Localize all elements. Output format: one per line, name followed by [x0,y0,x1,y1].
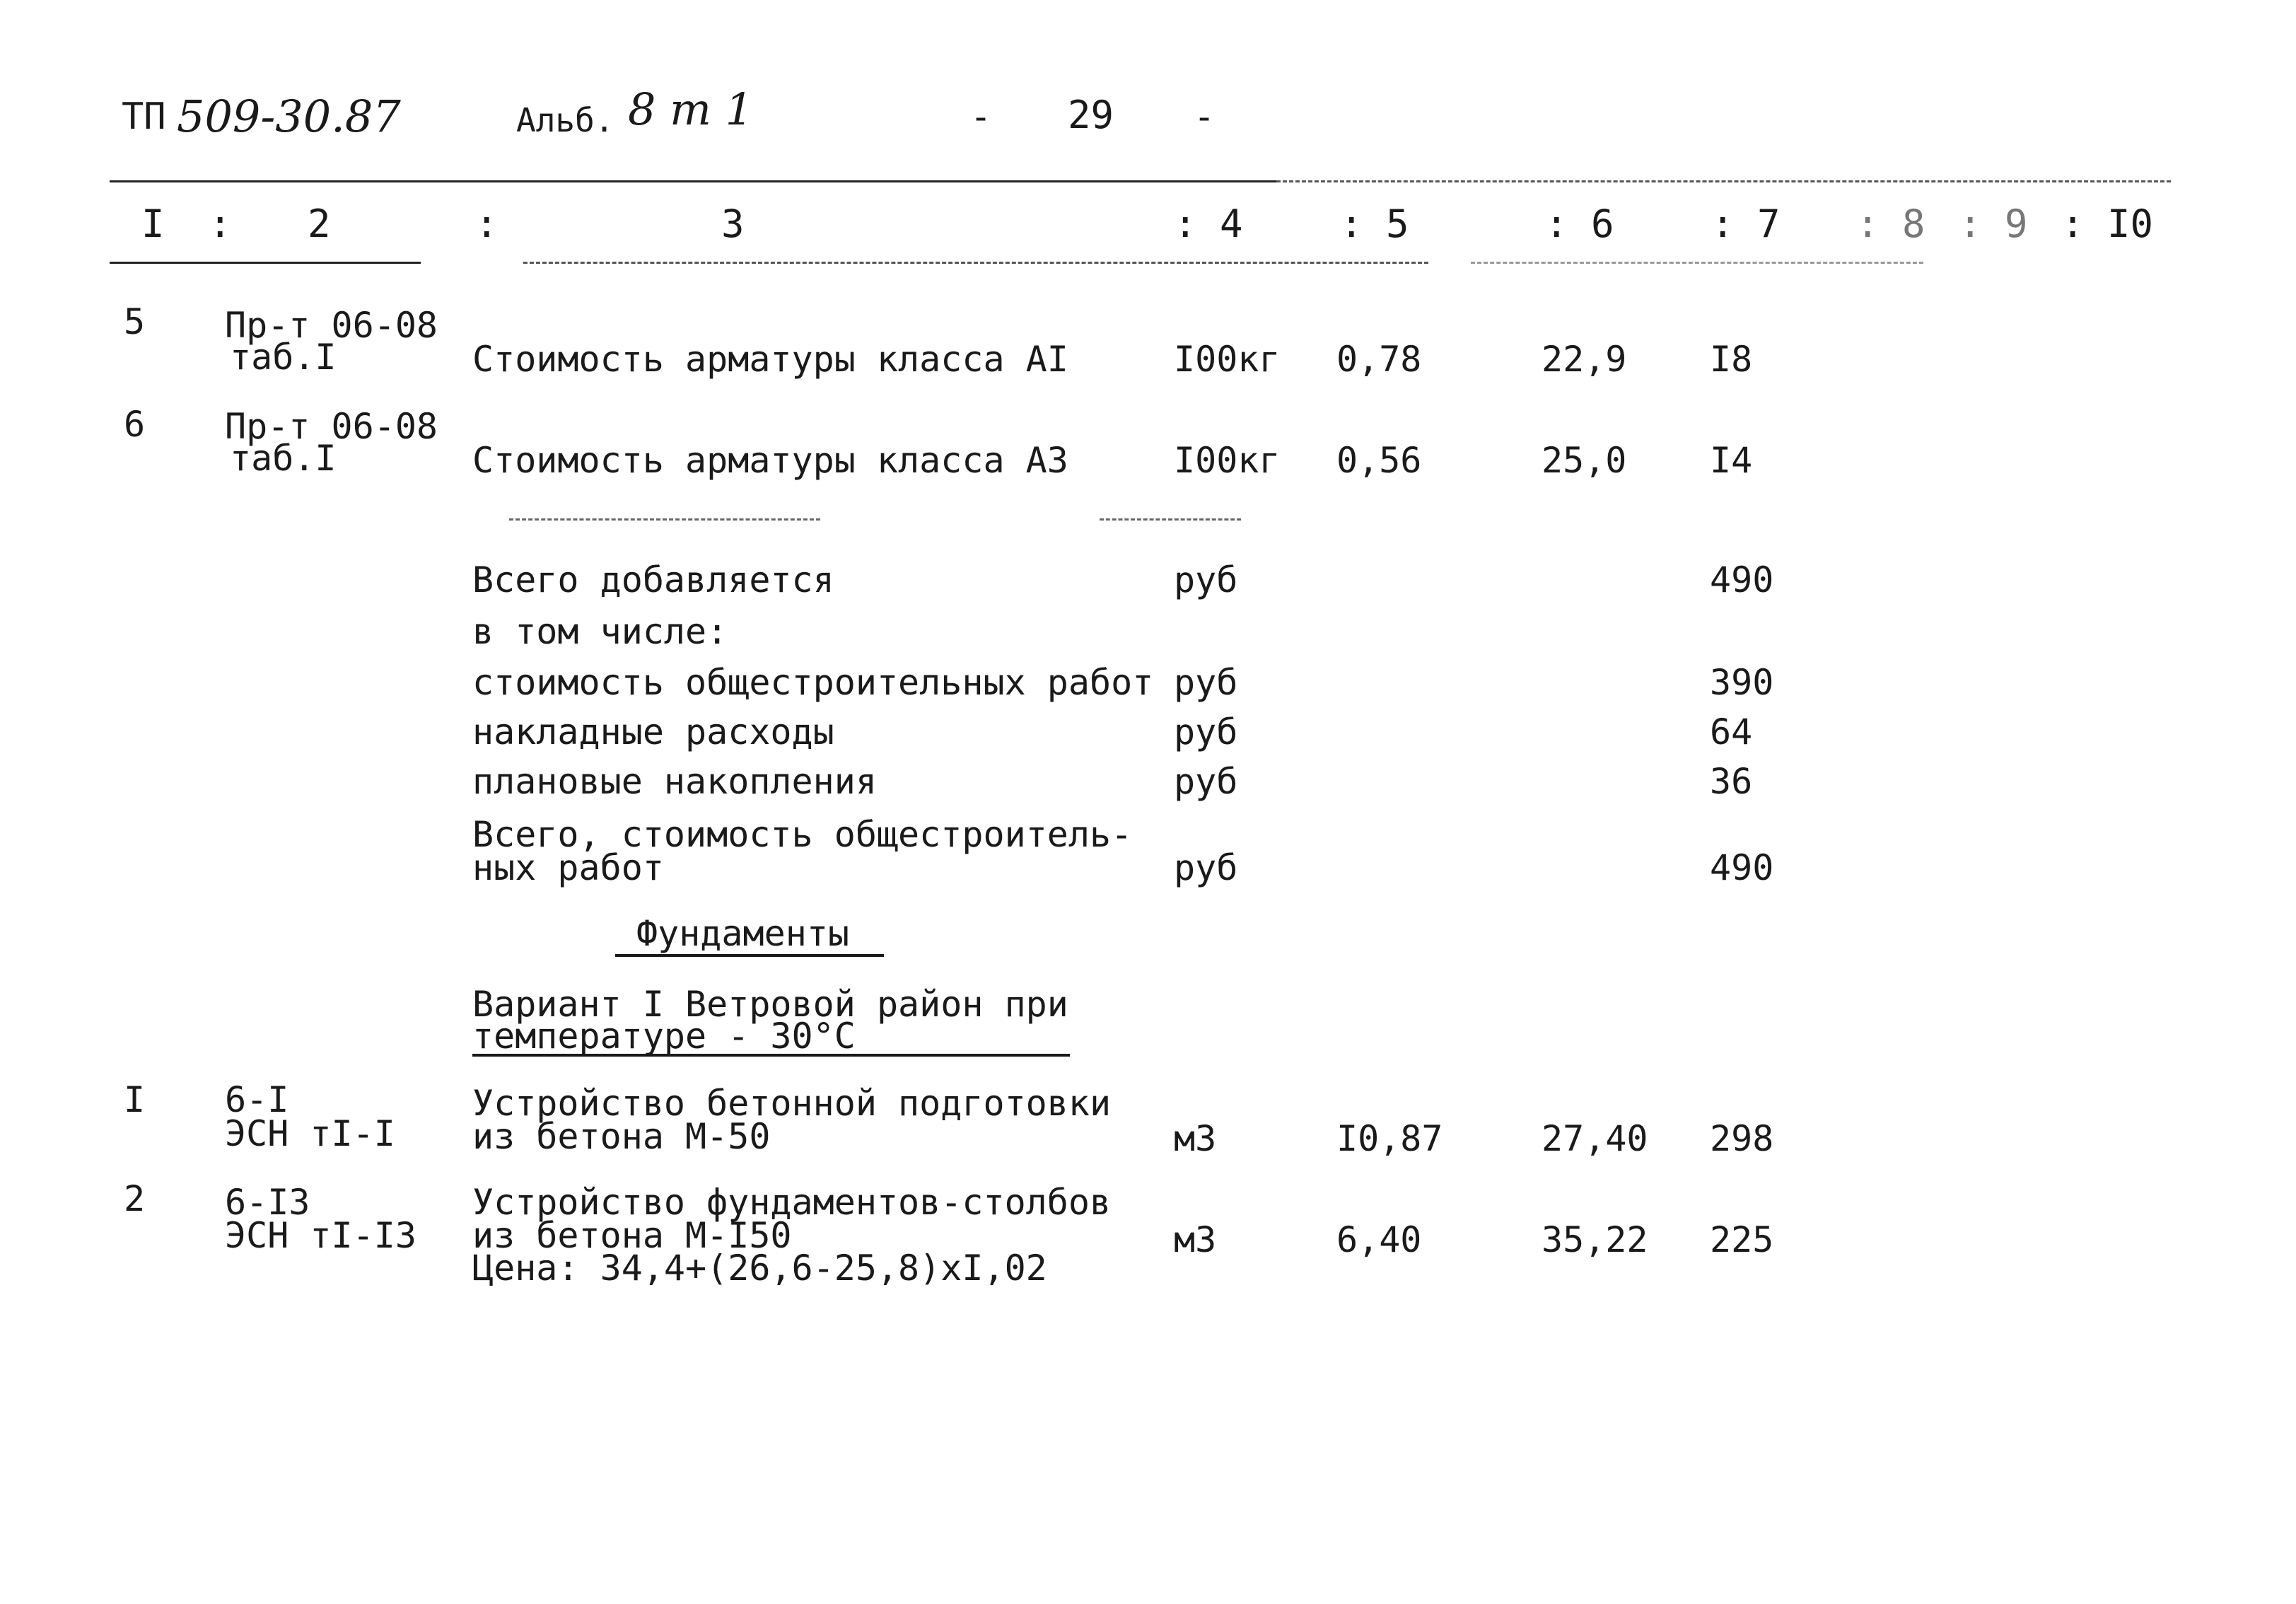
album-prefix: Альб. [516,101,614,139]
summary-value: 64 [1710,711,1753,752]
row-ref-1: 6-I [225,1079,289,1120]
row-total: I8 [1710,339,1753,380]
row-price: 27,40 [1542,1118,1648,1159]
summary-value: 36 [1710,761,1753,802]
summary-unit: руб [1174,662,1238,703]
row-total: 298 [1710,1118,1774,1159]
variant-underline [472,1054,1070,1057]
summary-label: Всего добавляется [472,559,834,600]
row-quantity: 0,78 [1336,339,1422,380]
row-description-1: Устройство бетонной подготовки [472,1083,1112,1124]
section-title-underline [615,954,884,957]
variant-line-2: температуре - 30°С [472,1016,856,1057]
row-ref-2: ЭСН тI-I [225,1113,395,1154]
header-bottom-rule-c [1471,262,1923,264]
col-7: : 7 [1711,202,1781,246]
row-description-3: Цена: 34,4+(26,6-25,8)хI,02 [472,1248,1047,1289]
total-unit: руб [1174,847,1238,888]
row-ref-2: таб.I [230,438,337,479]
summary-label: плановые накопления [472,761,877,802]
row-total: I4 [1710,440,1753,481]
row-ref-1: Пр-т 06-08 [225,406,438,447]
total-label-line-1: Всего, стоимость общестроитель- [472,814,1133,855]
summary-label: стоимость общестроительных работ [472,662,1154,703]
row-price: 22,9 [1542,339,1627,380]
row-unit: м3 [1174,1118,1217,1159]
row-number: I [124,1079,146,1120]
col-6: : 6 [1545,202,1614,246]
col-10: : I0 [2061,202,2154,246]
row-price: 25,0 [1542,440,1627,481]
row-description: Стоимость арматуры класса А3 [472,440,1068,481]
album-handwritten: 8 т 1 [628,83,754,135]
doc-code-handwritten: 509-30.87 [177,91,401,142]
summary-unit: руб [1174,711,1238,752]
summary-label: накладные расходы [472,711,834,752]
variant-line-1: Вариант I Ветровой район при [472,984,1068,1025]
total-value: 490 [1710,847,1774,888]
dash-right: - [1194,96,1216,137]
header-top-rule [110,180,1276,182]
row-total: 225 [1710,1219,1774,1260]
summary-label: в том числе: [472,611,728,652]
row-unit: I00кг [1174,440,1281,481]
row-unit: I00кг [1174,339,1281,380]
subtotal-rule-b [1100,518,1241,521]
row-quantity: 0,56 [1336,440,1422,481]
col-9: : 9 [1959,202,2028,246]
col-2: 2 [308,202,331,246]
header-top-rule-dashed [1276,180,2171,182]
row-quantity: I0,87 [1336,1118,1443,1159]
header-bottom-rule-b [523,262,1428,264]
col-3: 3 [721,202,745,246]
summary-value: 390 [1710,662,1774,703]
row-ref-2: ЭСН тI-I3 [225,1215,416,1256]
row-ref-1: 6-I3 [225,1182,310,1223]
col-sep-1: : [209,202,232,246]
section-title: Фундаменты [636,913,850,954]
header-bottom-rule-a [110,262,421,264]
row-description: Стоимость арматуры класса АI [472,339,1068,380]
summary-value: 490 [1710,559,1774,600]
row-number: 5 [124,301,146,342]
dash-left: - [970,96,992,137]
summary-unit: руб [1174,559,1238,600]
row-number: 6 [124,404,146,445]
row-ref-2: таб.I [230,337,337,378]
row-description-1: Устройство фундаментов-столбов [472,1182,1112,1223]
col-1: I [141,202,165,246]
subtotal-rule-a [509,518,820,521]
col-5: : 5 [1340,202,1409,246]
page-number: 29 [1068,93,1114,137]
doc-code-prefix: ТП [122,95,166,138]
col-4: : 4 [1174,202,1243,246]
row-price: 35,22 [1542,1219,1648,1260]
col-8: : 8 [1856,202,1925,246]
row-number: 2 [124,1178,146,1219]
row-description-2: из бетона М-50 [472,1116,771,1157]
row-quantity: 6,40 [1336,1219,1422,1260]
summary-unit: руб [1174,761,1238,802]
row-ref-1: Пр-т 06-08 [225,305,438,346]
total-label-line-2: ных работ [472,847,664,888]
col-sep-2: : [475,202,499,246]
row-unit: м3 [1174,1219,1217,1260]
row-description-2: из бетона М-I50 [472,1215,792,1256]
